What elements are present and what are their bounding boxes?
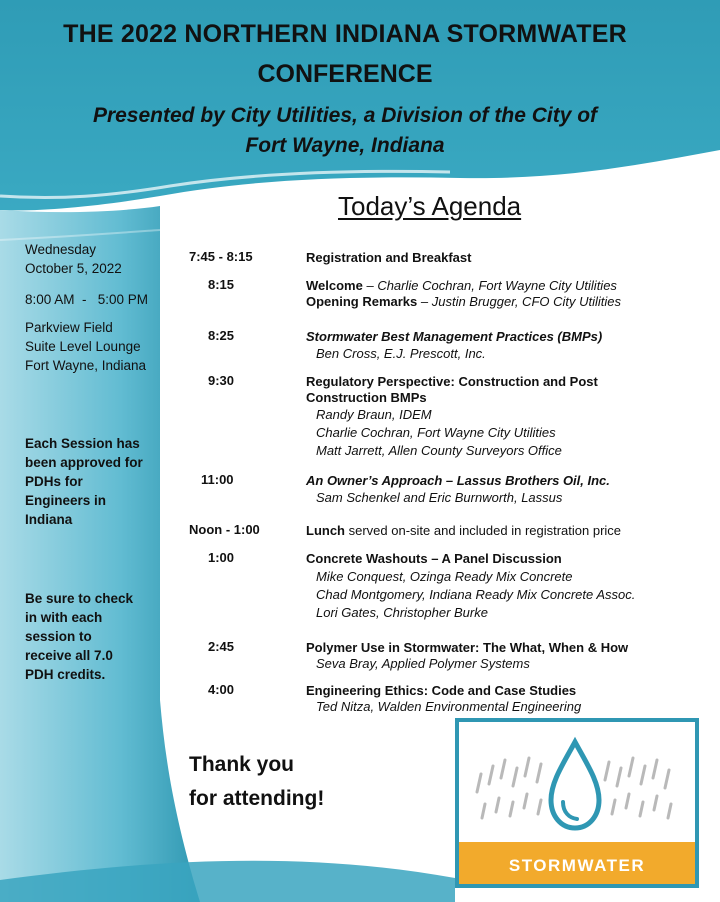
agenda-time: 8:15: [208, 277, 235, 292]
presenter-line2: Fort Wayne, Indiana: [245, 134, 445, 157]
venue-line2: Suite Level Lounge: [25, 339, 141, 354]
agenda-session-title: Polymer Use in Stormwater: The What, When & How: [306, 640, 629, 655]
logo-text: STORMWATER: [508, 856, 646, 875]
venue-line3: Fort Wayne, Indiana: [25, 358, 147, 373]
agenda-speaker: Seva Bray, Applied Polymer Systems: [316, 656, 530, 671]
agenda-speaker: Ted Nitza, Walden Environmental Engineering: [316, 699, 582, 714]
session-title: Lunch: [306, 523, 345, 538]
pdh-note-line5: Indiana: [25, 512, 73, 527]
conference-title-line1: THE 2022 NORTHERN INDIANA STORMWATER: [63, 20, 627, 48]
speaker: Charlie Cochran, Fort Wayne City Utilities: [377, 278, 617, 293]
session-title: Opening Remarks: [306, 294, 418, 309]
agenda-session-title: Registration and Breakfast: [306, 250, 472, 265]
checkin-note-line5: PDH credits.: [25, 667, 106, 682]
agenda-speaker: Sam Schenkel and Eric Burnworth, Lassus: [316, 490, 563, 505]
agenda-speaker: Randy Braun, IDEM: [316, 407, 432, 422]
agenda-welcome-line: [306, 277, 617, 294]
agenda-session-title: Concrete Washouts – A Panel Discussion: [306, 551, 562, 566]
presenter-line1: Presented by City Utilities, a Division of the City of: [92, 104, 598, 127]
agenda-time: 1:00: [208, 550, 235, 565]
agenda-time: 9:30: [208, 373, 235, 388]
agenda-session-title-cont: Construction BMPs: [306, 390, 427, 405]
agenda-lunch-line: [306, 522, 621, 539]
agenda-session-title: Engineering Ethics: Code and Case Studies: [306, 683, 577, 698]
session-title: Welcome: [306, 278, 363, 293]
agenda-time: 7:45 - 8:15: [189, 249, 253, 264]
checkin-note-line4: receive all 7.0: [25, 648, 113, 663]
checkin-note-line3: session to: [25, 629, 92, 644]
agenda-remarks-line: [306, 293, 621, 310]
thank-you-line2: for attending!: [189, 787, 325, 810]
conference-title-line2: CONFERENCE: [257, 60, 433, 88]
separator: –: [362, 278, 378, 293]
agenda-speaker: Ben Cross, E.J. Prescott, Inc.: [316, 346, 486, 361]
agenda-speaker: Matt Jarrett, Allen County Surveyors Office: [316, 443, 562, 458]
agenda-time: 4:00: [208, 682, 235, 697]
agenda-speaker: Mike Conquest, Ozinga Ready Mix Concrete: [316, 569, 573, 584]
agenda-session-title: An Owner’s Approach – Lassus Brothers Oil, Inc.: [306, 473, 610, 488]
thank-you-line1: Thank you: [189, 753, 295, 776]
pdh-note-line2: been approved for: [25, 455, 143, 470]
pdh-note-line4: Engineers in: [25, 493, 107, 508]
event-day: Wednesday: [25, 242, 97, 257]
rain-drop-icon: [459, 722, 695, 852]
session-detail: served on-site and included in registration price: [345, 523, 622, 538]
agenda-speaker: Lori Gates, Christopher Burke: [316, 605, 488, 620]
stormwater-logo: [455, 718, 699, 888]
agenda-time: 2:45: [208, 639, 235, 654]
pdh-note-line1: Each Session has: [25, 436, 140, 451]
event-date: October 5, 2022: [25, 261, 122, 276]
pdh-note-line3: PDHs for: [25, 474, 83, 489]
agenda-session-title: Regulatory Perspective: Construction and Post: [306, 374, 598, 389]
checkin-note-line2: in with each: [25, 610, 103, 625]
agenda-speaker: Charlie Cochran, Fort Wayne City Utilities: [316, 425, 556, 440]
agenda-speaker: Chad Montgomery, Indiana Ready Mix Concrete Assoc.: [316, 587, 636, 602]
agenda-time: 11:00: [201, 472, 234, 487]
separator: –: [417, 294, 432, 309]
agenda-heading: Today’s Agenda: [338, 191, 522, 221]
checkin-note-line1: Be sure to check: [25, 591, 134, 606]
venue-line1: Parkview Field: [25, 320, 113, 335]
speaker: Justin Brugger, CFO City Utilities: [431, 294, 622, 309]
event-hours: 8:00 AM - 5:00 PM: [25, 292, 149, 307]
agenda-session-title: Stormwater Best Management Practices (BMPs): [306, 329, 603, 344]
agenda-time: 8:25: [208, 328, 235, 343]
agenda-time: Noon - 1:00: [189, 522, 260, 537]
